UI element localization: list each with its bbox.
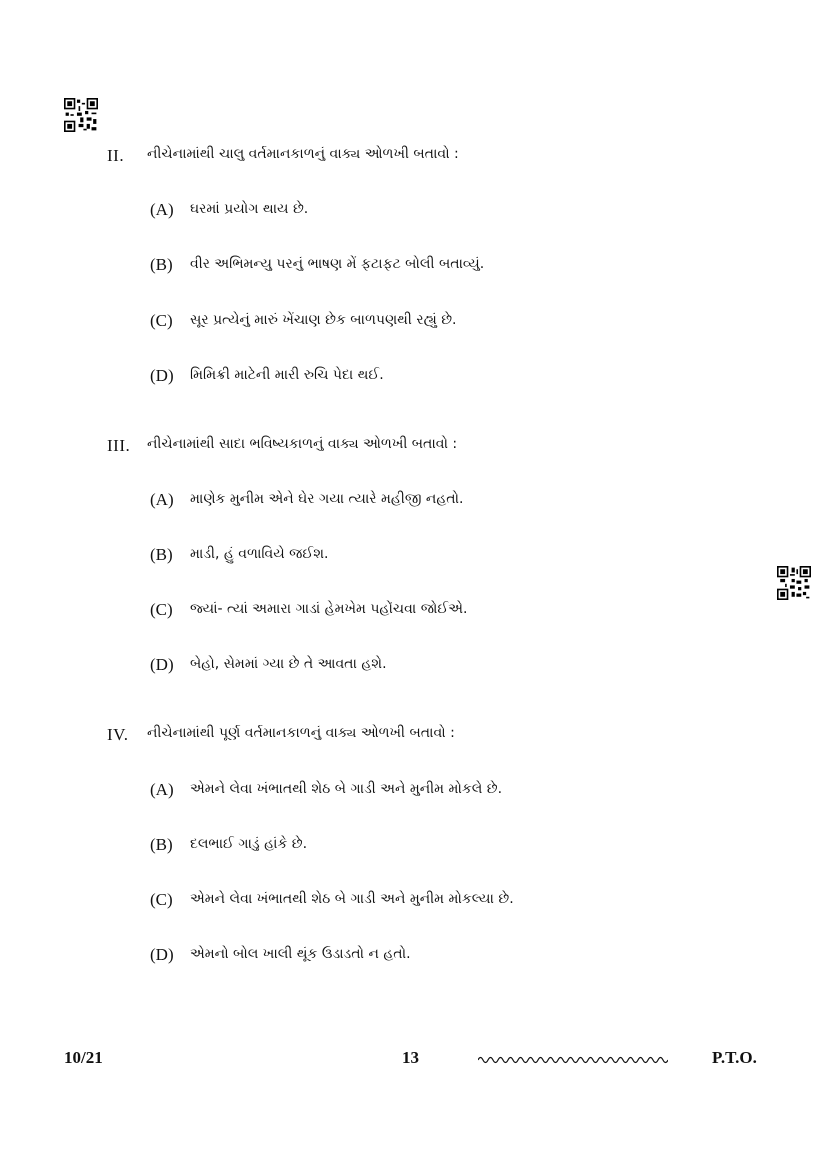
option-item bbox=[0, 486, 827, 516]
question-number: IV. bbox=[107, 725, 129, 744]
option-label: (B) bbox=[150, 255, 173, 274]
option-label: (A) bbox=[150, 780, 174, 799]
option-text: બેહો, સેમમાં ગ્યા છે તે આવતા હશે. bbox=[190, 656, 387, 672]
question-number: III. bbox=[107, 436, 131, 455]
option-text: એમને લેવા ખંભાતથી શેઠ બે ગાડી અને મુનીમ મોકલે છે. bbox=[190, 781, 503, 797]
option-label: (C) bbox=[150, 890, 173, 909]
option-item bbox=[0, 307, 827, 337]
option-text: માણેક મુનીમ એને ઘેર ગયા ત્યારે મહીજી નહતો. bbox=[190, 491, 464, 507]
option-item bbox=[0, 831, 827, 861]
option-label: (B) bbox=[150, 835, 173, 854]
option-label: (A) bbox=[150, 490, 174, 509]
option-item bbox=[0, 776, 827, 806]
wavy-line-decoration bbox=[478, 1054, 668, 1066]
option-label: (D) bbox=[150, 655, 174, 674]
option-item bbox=[0, 541, 827, 571]
paper-code: 10/21 bbox=[64, 1048, 103, 1067]
option-label: (D) bbox=[150, 366, 174, 385]
option-text: એમને લેવા ખંભાતથી શેઠ બે ગાડી અને મુનીમ મોકલ્યા છે. bbox=[190, 891, 514, 907]
option-text: ઘરમાં પ્રયોગ થાય છે. bbox=[190, 201, 309, 217]
option-text: એમનો બોલ ખાલી થૂંક ઉડાડતો ન હતો. bbox=[190, 946, 411, 962]
qr-code-icon bbox=[777, 566, 811, 600]
option-label: (D) bbox=[150, 945, 174, 964]
page-number: 13 bbox=[402, 1048, 419, 1067]
question-heading bbox=[0, 142, 827, 172]
question-heading bbox=[0, 432, 827, 462]
option-label: (A) bbox=[150, 200, 174, 219]
option-text: સૂર પ્રત્યેનું મારું ખેંચાણ છેક બાળપણથી રહ્યું છે. bbox=[190, 312, 457, 328]
option-text: મિમિક્રી માટેની મારી રુચિ પેદા થઈ. bbox=[190, 367, 384, 383]
option-label: (C) bbox=[150, 311, 173, 330]
page-footer bbox=[0, 1046, 827, 1076]
option-item bbox=[0, 196, 827, 226]
qr-code-icon bbox=[64, 98, 98, 132]
option-text: દલભાઈ ગાડું હાંકે છે. bbox=[190, 836, 308, 852]
please-turn-over: P.T.O. bbox=[712, 1048, 757, 1067]
option-item bbox=[0, 886, 827, 916]
option-text: જ્યાં- ત્યાં અમારા ગાડાં હેમખેમ પહોંચવા જોઈએ. bbox=[190, 601, 468, 617]
option-item bbox=[0, 651, 827, 681]
question-heading bbox=[0, 721, 827, 751]
option-item bbox=[0, 941, 827, 971]
option-item bbox=[0, 362, 827, 392]
question-prompt: નીચેનામાંથી સાદા ભવિષ્યકાળનું વાક્ય ઓળખી બતાવો : bbox=[147, 436, 458, 452]
option-item bbox=[0, 251, 827, 281]
question-prompt: નીચેનામાંથી ચાલુ વર્તમાનકાળનું વાક્ય ઓળખી બતાવો : bbox=[147, 146, 459, 162]
option-text: માડી, હું વળાવિયે જઈશ. bbox=[190, 546, 329, 562]
option-label: (B) bbox=[150, 545, 173, 564]
question-number: II. bbox=[107, 146, 125, 165]
option-text: વીર અભિમન્યુ પરનું ભાષણ મેં ફટાફટ બોલી બતાવ્યું. bbox=[190, 256, 485, 272]
question-prompt: નીચેનામાંથી પૂર્ણ વર્તમાનકાળનું વાક્ય ઓળખી બતાવો : bbox=[147, 725, 455, 741]
option-item bbox=[0, 596, 827, 626]
option-label: (C) bbox=[150, 600, 173, 619]
